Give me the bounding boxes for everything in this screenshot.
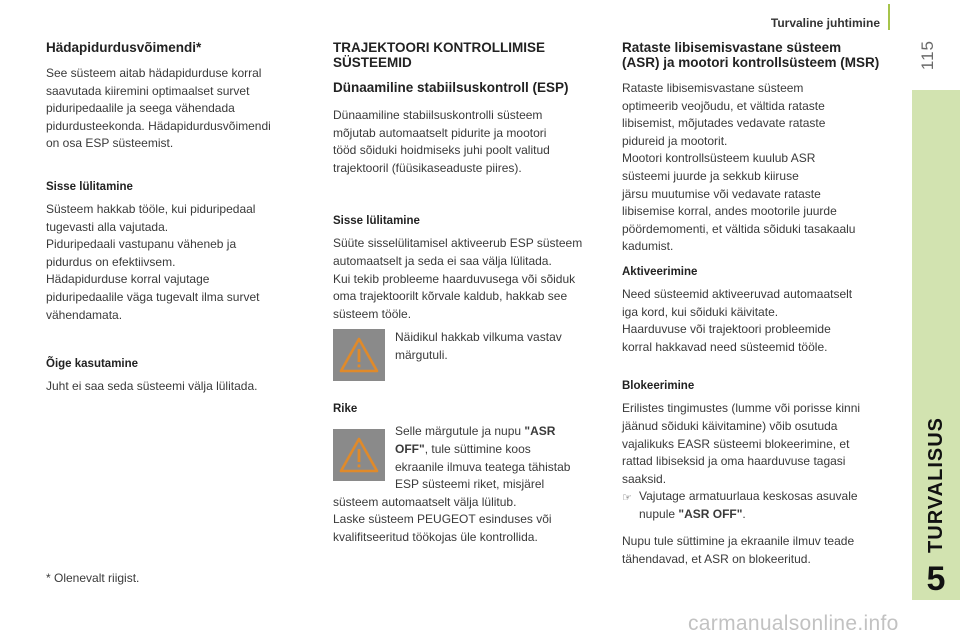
- trajectory-control-heading: [333, 40, 608, 70]
- asr-off-button-label: "ASR: [524, 424, 556, 439]
- text-line: Nupu tule süttimine ja ekraanile ilmuv teade: [622, 534, 855, 549]
- bullet-marker: [622, 488, 639, 523]
- header-divider: [888, 4, 890, 30]
- section-title: Turvaline juhtimine: [770, 16, 880, 30]
- fault-heading: Rike: [333, 403, 358, 416]
- asr-msr-heading: [622, 40, 894, 70]
- text-line: Näidikul hakkab vilkuma vastav: [395, 330, 562, 345]
- text-line: Need süsteemid aktiveeruvad automaatselt: [622, 286, 853, 301]
- text-line: kadumist.: [622, 239, 674, 254]
- text-run: Selle märgutule ja nupu: [395, 424, 525, 439]
- activation-text: [46, 201, 296, 324]
- blocking-text: [622, 400, 894, 488]
- text-line: korral hakkavad need süsteemid tööle.: [622, 339, 828, 354]
- asr-msr-intro: [622, 80, 894, 256]
- column-trajectory-control: [333, 40, 608, 547]
- footnote: * Olenevalt riigist.: [46, 571, 140, 585]
- text-line: Hädapidurduse korral vajutage: [46, 272, 210, 287]
- text-line: Piduripedaali vastupanu väheneb ja: [46, 237, 237, 252]
- esp-intro: [333, 107, 608, 177]
- fault-warning-text: [395, 423, 570, 493]
- text-line: süsteemi juurde ja sekkub kiiruse: [622, 168, 799, 183]
- text-line: järsu muutumise või vedavate rataste: [622, 186, 821, 201]
- text-line: süsteem automaatselt välja lülitub.: [333, 494, 517, 509]
- text-line: märgutuli.: [395, 347, 448, 362]
- text-run: nupule: [639, 506, 679, 521]
- esp-activation-heading: Sisse lülitamine: [333, 215, 420, 228]
- text-line: ekraanile ilmuva teatega tähistab: [395, 459, 571, 474]
- text-line: optimeerib veojõudu, et vältida rataste: [622, 98, 825, 113]
- warning-triangle-icon: [333, 429, 385, 481]
- text-line: pidurdusteekonda. Hädapidurdusvõimendi: [46, 118, 271, 133]
- text-line: saaksid.: [622, 471, 667, 486]
- text-line: pöördemomenti, et vältida sõiduki tasakaalu: [622, 221, 856, 236]
- text-line: saavutada kiiremini optimaalset survet: [46, 83, 250, 98]
- fault-text: [333, 494, 608, 547]
- text-line: tööd sõiduki hoidmiseks juhi poolt valitud: [333, 143, 550, 158]
- column-emergency-braking: [46, 40, 296, 396]
- heading-line: Rataste libisemisvastane süsteem: [622, 40, 842, 55]
- instruction-text: [639, 488, 858, 523]
- text-line: Süsteem hakkab tööle, kui piduripedaal: [46, 201, 256, 216]
- text-line: oma trajektoorilt kõrvale kaldub, hakkab see: [333, 289, 568, 304]
- text-line: pidurdus on efektiivsem.: [46, 254, 176, 269]
- activation-text: [622, 286, 894, 356]
- text-line: pidureid ja mootorit.: [622, 133, 728, 148]
- esp-heading: Dünaamiline stabiilsuskontroll (ESP): [333, 80, 569, 95]
- text-line: mõjutab automaatselt pidurite ja mootori: [333, 125, 547, 140]
- text-line: Vajutage armatuurlaua keskosas asuvale: [639, 489, 858, 504]
- text-line: piduripedaalile väga tugevalt ilma survet: [46, 289, 260, 304]
- text-line: rattad libiseksid ja oma haarduvuse tagasi: [622, 454, 846, 469]
- watermark: carmanualsonline.info: [688, 612, 899, 635]
- text-line: tugevasti alla vajutada.: [46, 219, 169, 234]
- correct-use-heading: Õige kasutamine: [46, 358, 139, 371]
- esp-warning-block: [333, 329, 608, 381]
- heading-line: SÜSTEEMID: [333, 55, 412, 70]
- blocked-indicator-text: [622, 533, 894, 568]
- chapter-number: 5: [926, 560, 946, 598]
- activation-heading: Aktiveerimine: [622, 265, 698, 278]
- finger-icon: ☞: [622, 491, 632, 505]
- text-line: iga kord, kui sõiduki käivitate.: [622, 304, 779, 319]
- emergency-braking-intro: [46, 65, 296, 153]
- instruction-bullet: [622, 488, 894, 523]
- emergency-braking-heading: Hädapidurdusvõimendi*: [46, 40, 202, 55]
- column-asr-msr: [622, 40, 894, 569]
- correct-use-text: Juht ei saa seda süsteemi välja lülitada.: [46, 379, 258, 394]
- asr-off-button-label: "ASR OFF": [678, 506, 743, 521]
- text-line: Laske süsteem PEUGEOT esinduses või: [333, 512, 552, 527]
- text-run: , tule süttimine koos: [424, 441, 531, 456]
- text-line: Süüte sisselülitamisel aktiveerub ESP süsteem: [333, 236, 583, 251]
- text-line: piduripedaalile ja seega vähendada: [46, 101, 235, 116]
- text-line: kvalifitseeritud töökojas üle kontrollida.: [333, 529, 538, 544]
- text-line: jäänud sõiduki käivitamine) võib osutuda: [622, 418, 838, 433]
- text-line: Haarduvuse või trajektoori probleemide: [622, 322, 831, 337]
- asr-off-button-label: OFF": [395, 441, 425, 456]
- text-line: Dünaamiline stabiilsuskontrolli süsteem: [333, 108, 543, 122]
- heading-line: TRAJEKTOORI KONTROLLIMISE: [333, 40, 546, 55]
- text-line: libisemist, mõjutades vedavate rataste: [622, 116, 826, 131]
- page-number: 115: [918, 40, 937, 71]
- text-line: automaatselt ja seda ei saa välja lülitada.: [333, 253, 552, 268]
- text-line: on osa ESP süsteemist.: [46, 136, 174, 151]
- esp-warning-text: [395, 329, 562, 381]
- text-line: Mootori kontrollsüsteem kuulub ASR: [622, 151, 816, 166]
- text-line: Kui tekib probleeme haarduvusega või sõiduk: [333, 271, 576, 286]
- text-line: ESP süsteemi riket, misjärel: [395, 477, 545, 492]
- heading-line: (ASR) ja mootori kontrollsüsteem (MSR): [622, 55, 880, 70]
- text-line: süsteem tööle.: [333, 306, 412, 321]
- fault-warning-block: [333, 423, 608, 493]
- text-line: vähendamata.: [46, 307, 123, 322]
- esp-activation-text: [333, 235, 608, 323]
- text-line: tähendavad, et ASR on blokeeritud.: [622, 552, 811, 567]
- text-line: libisemise korral, andes mootorile juurde: [622, 204, 837, 219]
- text-line: trajektooril (füüsikaseaduste piires).: [333, 160, 522, 175]
- chapter-title: [912, 417, 960, 553]
- text-line: Rataste libisemisvastane süsteem: [622, 81, 804, 95]
- chapter-title-text: TURVALISUS: [924, 417, 947, 553]
- warning-triangle-icon: [333, 329, 385, 381]
- text-line: vajalikuks EASR süsteemi blokeerimine, et: [622, 436, 850, 451]
- blocking-heading: Blokeerimine: [622, 380, 695, 393]
- activation-heading: Sisse lülitamine: [46, 180, 133, 193]
- text-line: See süsteem aitab hädapidurduse korral: [46, 66, 262, 80]
- text-run: .: [742, 506, 746, 521]
- text-line: Erilistes tingimustes (lumme või porisse kinni: [622, 401, 861, 416]
